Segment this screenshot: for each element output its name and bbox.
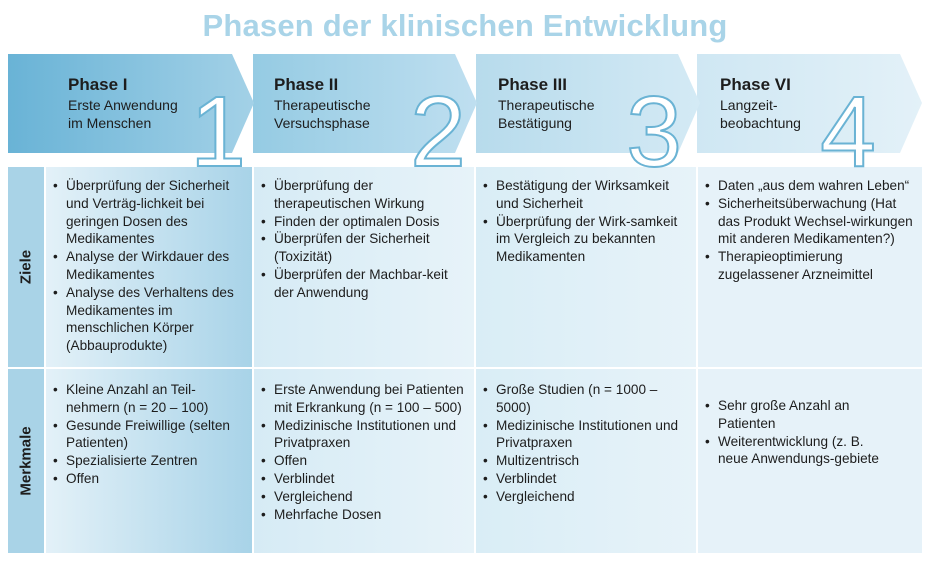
row-label-ziele bbox=[8, 167, 44, 367]
bullet-list bbox=[260, 177, 468, 302]
row-label-text: Merkmale bbox=[17, 426, 35, 496]
list-item: • Vergleichend bbox=[260, 488, 468, 506]
cell-merkmale-phase-2 bbox=[260, 381, 468, 523]
list-item: • Medizinische Institutionen und Privatpraxen bbox=[482, 417, 690, 453]
bullet-list bbox=[482, 177, 690, 266]
cell-merkmale-phase-3 bbox=[482, 381, 690, 506]
phase-subtitle-line: im Menschen bbox=[68, 115, 152, 131]
list-item: • Therapieoptimierung zugelassener Arzneimittel bbox=[704, 248, 918, 284]
list-item: • Erste Anwendung bei Patienten mit Erkrankung (n = 100 – 500) bbox=[260, 381, 468, 417]
phase-title: Phase I bbox=[68, 75, 128, 94]
cell-ziele-phase-2 bbox=[260, 177, 468, 302]
cell-merkmale-phase-4 bbox=[704, 397, 894, 468]
cell-ziele-phase-3 bbox=[482, 177, 690, 266]
list-item: • Große Studien (n = 1000 – 5000) bbox=[482, 381, 690, 417]
list-item: • Daten „aus dem wahren Leben“ bbox=[704, 177, 918, 195]
phase-subtitle-line: Therapeutische bbox=[274, 97, 371, 113]
cell-merkmale-phase-1 bbox=[52, 381, 248, 488]
bullet-list bbox=[260, 381, 468, 523]
phase-number-3: 3 bbox=[626, 76, 682, 188]
list-item: • Finden der optimalen Dosis bbox=[260, 213, 468, 231]
list-item: • Verblindet bbox=[482, 470, 690, 488]
phase-number-2: 2 bbox=[410, 76, 466, 188]
list-item: • Verblindet bbox=[260, 470, 468, 488]
list-item: • Sicherheitsüberwachung (Hat das Produkt Wechsel-wirkungen mit anderen Medikamenten?) bbox=[704, 195, 918, 248]
row-label-text: Ziele bbox=[17, 249, 35, 285]
list-item: • Vergleichend bbox=[482, 488, 690, 506]
row-label-merkmale bbox=[8, 369, 44, 553]
phase-number-4: 4 bbox=[820, 76, 876, 188]
phase-subtitle-line: Versuchsphase bbox=[274, 115, 370, 131]
list-item: • Spezialisierte Zentren bbox=[52, 452, 248, 470]
list-item: • Offen bbox=[52, 470, 248, 488]
list-item: • Analyse der Wirkdauer des Medikamentes bbox=[52, 248, 248, 284]
list-item: • Überprüfen der Sicherheit (Toxizität) bbox=[260, 230, 468, 266]
bullet-list bbox=[482, 381, 690, 506]
cell-ziele-phase-4 bbox=[704, 177, 918, 284]
bullet-list bbox=[52, 381, 248, 488]
bullet-list bbox=[704, 177, 918, 284]
list-item: • Kleine Anzahl an Teil-nehmern (n = 20 – 100) bbox=[52, 381, 248, 417]
phase-title: Phase VI bbox=[720, 75, 791, 94]
list-item: • Mehrfache Dosen bbox=[260, 506, 468, 524]
list-item: • Analyse des Verhaltens des Medikamentes im menschlichen Körper (Abbauprodukte) bbox=[52, 284, 248, 355]
list-item: • Bestätigung der Wirksamkeit und Sicherheit bbox=[482, 177, 690, 213]
list-item: • Medizinische Institutionen und Privatpraxen bbox=[260, 417, 468, 453]
list-item: • Überprüfung der Wirk-samkeit im Vergleich zu bekannten Medikamenten bbox=[482, 213, 690, 266]
phase-title: Phase III bbox=[498, 75, 567, 94]
phase-subtitle-line: Bestätigung bbox=[498, 115, 572, 131]
list-item: • Multizentrisch bbox=[482, 452, 690, 470]
list-item: • Sehr große Anzahl an Patienten bbox=[704, 397, 894, 433]
bullet-list bbox=[52, 177, 248, 355]
list-item: • Gesunde Freiwillige (selten Patienten) bbox=[52, 417, 248, 453]
phase-subtitle-line: Therapeutische bbox=[498, 97, 595, 113]
list-item: • Weiterentwicklung (z. B. neue Anwendungs-gebiete bbox=[704, 433, 894, 469]
list-item: • Offen bbox=[260, 452, 468, 470]
phase-subtitle-line: beobachtung bbox=[720, 115, 801, 131]
list-item: • Überprüfung der Sicherheit und Verträg-lichkeit bei geringen Dosen des Medikamentes bbox=[52, 177, 248, 248]
phase-title: Phase II bbox=[274, 75, 339, 94]
list-item: • Überprüfung der therapeutischen Wirkung bbox=[260, 177, 468, 213]
phase-subtitle-line: Langzeit- bbox=[720, 97, 778, 113]
list-item: • Überprüfen der Machbar-keit der Anwendung bbox=[260, 266, 468, 302]
bullet-list bbox=[704, 397, 894, 468]
phase-subtitle-line: Erste Anwendung bbox=[68, 97, 178, 113]
diagram-title: Phasen der klinischen Entwicklung bbox=[202, 8, 728, 43]
phase-number-1: 1 bbox=[190, 76, 246, 188]
cell-ziele-phase-1 bbox=[52, 177, 248, 355]
